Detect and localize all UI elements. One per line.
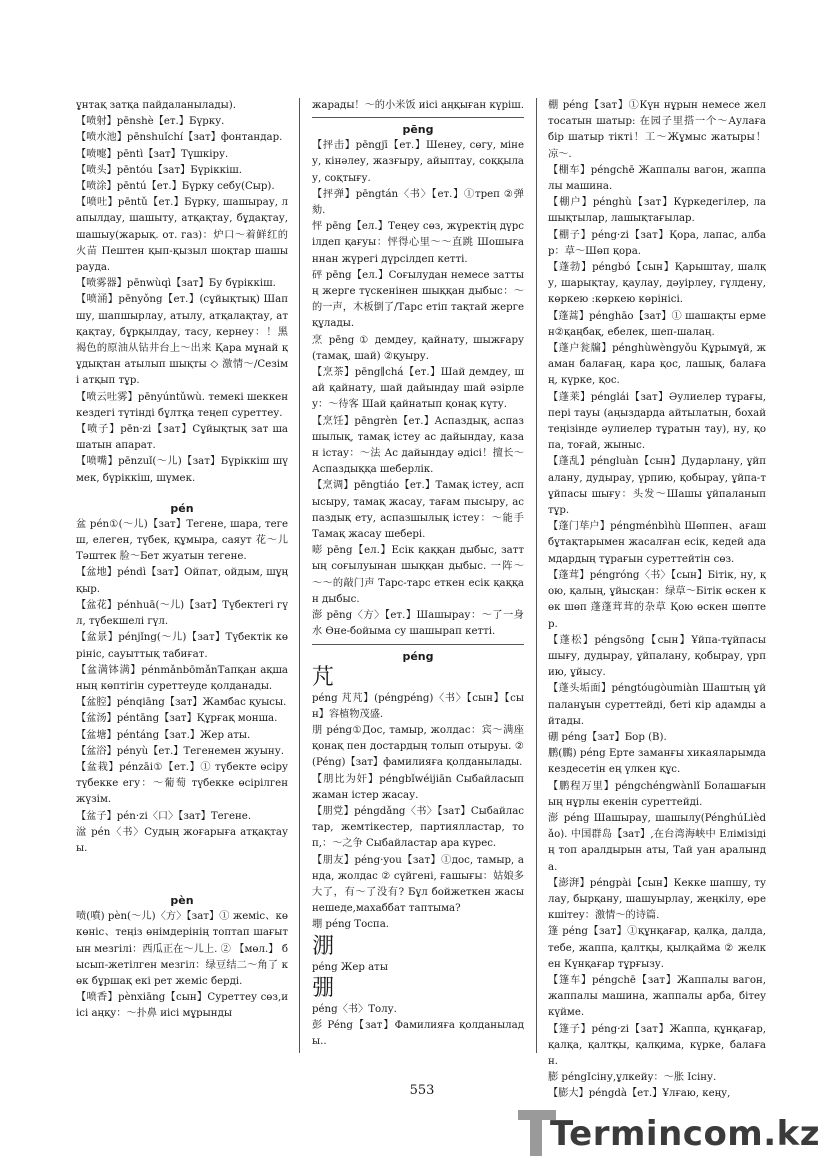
dictionary-entry: 【喷头】pēntóu【зат】Бүріккіш. [76, 164, 243, 176]
dictionary-entry: péng 芃芃】(péngpéng)〈书〉【сын】【сын】容植物茂盛. [312, 692, 524, 720]
section-rule [312, 644, 524, 645]
syllable-heading: pèn [170, 894, 194, 908]
dictionary-entry: 【盆满钵满】pénmǎnbōmǎnТапқан ақшаның көптігін суреттеуде қолданады. [76, 664, 288, 692]
dictionary-entry: 【喷雾器】pēnwùqì【зат】Бу бүріккіш. [76, 278, 276, 290]
dictionary-entry: 【盆栽】pénzāi①【ет.】① түбекте өсіру түбекке егу：～葡萄 түбекке өсірілген жүзім. [76, 761, 288, 806]
dictionary-entry: 【蓬松】péngsōng【сын】Ұйпа-тұйпасы шығу, дудырау, ұйпалану, қобырау, үрпию, ұйысу. [548, 634, 766, 679]
dictionary-entry: 烹 pēng ① демдеу, қайнату, шыжғару (тамақ, шай) ②қуыру. [312, 334, 524, 362]
dictionary-entry: 【棚户】pénghù【зат】Күркедегілер, лашықтылар, лашықтағылар. [548, 197, 766, 225]
dictionary-entry: 【朋友】péng·you【зат】①дос, тамыр, анда, жолдас ② сүйгені, ғашығы：姑娘多大了，有～了没有? Бұл бойжеткен жасы нешеде,махаббат таптыма? [312, 854, 524, 915]
site-logo [516, 1104, 821, 1164]
dictionary-entry: 【蓬乱】péngluàn【сын】Дударлану, ұйпалану, дудырау, үрпию, қобырау, ұйпа-тұйпасы шығу：头发～Шашы ұйпаланып тұр. [548, 456, 766, 517]
dictionary-entry: péng Жер аты [312, 961, 388, 973]
dictionary-entry: ұнтақ затқа пайдаланылады). [76, 100, 237, 111]
dictionary-entry: 【蓬茸】péngróng〈书〉【сын】Бітік, ну, қою, қалың, ұйысқан：绿草～Бітік өскен көк шөп 蓬蓬茸茸的杂草 Қою өскен шөптер. [548, 569, 766, 630]
dictionary-entry: 【喷子】pēn·zi【зат】Сұйықтық зат шашатын апарат. [76, 424, 288, 452]
dictionary-entry: 篷 péng【зат】①құнқағар, қалқа, далда, тебе, жаппа, қалтқы, қылқайма ② желкен Күнқағар тұрғызу. [548, 926, 766, 970]
dictionary-entry: 【盆腔】pénqiāng【зат】Жамбас қуысы. [76, 697, 287, 709]
dictionary-entry: 【喷吐】pēntǔ【ет.】Бүрку, шашырау, лапылдау, шашыту, атқақтау, бұдақтау, шашыу(жарық. от. газ)：炉口～着鲜红的火苗 Пештен қып-қызыл шоқтар шашырауда. [76, 197, 288, 274]
dictionary-entry: péng〈书〉Толу. [312, 1003, 397, 1015]
dictionary-entry: 【喷嘴】pēnzuǐ(～儿)【зат】Бүріккіш шүмек, бүріккіш, шүмек. [76, 456, 288, 484]
syllable-heading: pén [170, 501, 194, 515]
dictionary-entry: 棚 péng【зат】①Күн нұрын немесе жел тосатын шатыр: 在园子里搭一个～Аулаға бір шатыр тікті！工～Жұмыс жатыры！凉～. [548, 100, 766, 160]
dictionary-entry: 【喷射】pēnshè【ет.】Бүрку. [76, 116, 225, 128]
dictionary-entry: 【喷水池】pēnshuǐchí【зат】фонтандар. [76, 132, 283, 144]
dictionary-entry: 【烹茶】pēng∥chá【ет.】Шай демдеу, шай қайнату, шай дайындау шай әзірлеу：～待客 Шай қайнатып қонақ күту. [312, 367, 524, 411]
headword-character: 芃 [312, 664, 335, 690]
dictionary-entry: 【盆浴】pényù【ет.】Тегенемен жуыну. [76, 745, 284, 757]
dictionary-entry: 【朋比为奸】péngbǐwéijiān Сыбайласып жаман істер жасау. [312, 773, 524, 801]
dictionary-entry: 盆 pén①(～儿)【зат】Тегене, шара, тегеш, елеген, түбек, құмыра, саяут 花～儿 Тәштек 脸～Бет жуатын тегене. [76, 518, 288, 563]
dictionary-entry: 【棚子】péng·zi【зат】Қора, лапас, албар：草～Шөп қора. [548, 229, 766, 257]
syllable-heading: péng [402, 649, 434, 663]
dictionary-entry: 【棚车】péngchē Жаппалы вагон, жаппалы машина. [548, 164, 766, 193]
dictionary-entry: 鹏(鵬) péng Ерте заманғы хикаяларымда кездесетін ең үлкен құс. [548, 748, 766, 776]
dictionary-entry: 【鹏程万里】péngchéngwànlǐ Болашағының нұрлы екенін суреттейді. [548, 780, 766, 808]
dictionary-entry: 朋 péng①Дос, тамыр, жолдас：宾～满座 қонақ пен достардың толып отыруы. ② (Péng)【зат】фамилияға қолданылады. [312, 724, 524, 769]
dictionary-entry: 堋 péng Тоспа. [312, 919, 390, 931]
dictionary-entry: 硼 péng【зат】Бор (B). [548, 731, 667, 743]
dictionary-column-2 [312, 98, 524, 1050]
dictionary-entry: 【蓬门荜户】péngménbìhù Шөппен、ағашбұтақтарымен жасалған есік, кедей адамдардың тұрағын суреттейтін сөз. [548, 521, 766, 565]
dictionary-entry: 【喷云吐雾】pēnyúntǔwù. темекі шеккен кездегі түтінді бұлтқа теңеп суреттеу. [76, 391, 288, 419]
dictionary-entry: 【喷香】pènxiāng【сын】Суреттеу сөз,иісі аңқу：～扑鼻 иісі мұрынды [76, 992, 288, 1020]
dictionary-entry: 膨 péngІсіну,ұлкейу：～胀 Ісіну. [548, 1072, 717, 1084]
column-spacer [76, 487, 288, 501]
dictionary-entry: 【抨弹】pēngtán〈书〉【ет.】①треп ②弹劾. [312, 188, 524, 217]
dictionary-entry: 【盆汤】péntāng【зат】Құрғақ монша. [76, 713, 278, 725]
dictionary-entry: 【喷涂】pēntú【ет.】Бүрку себу(Сыр). [76, 181, 275, 193]
syllable-heading: pēng [402, 123, 434, 137]
dictionary-entry: 【烹调】pēngtiáo【ет.】Тамақ істеу, аспысыру, тамақ жасау, тағам пысыру, аспаздық ету, аспазшылық істеу：～能手 Тамақ жасау шебері. [312, 480, 524, 541]
dictionary-entry: 【朋党】péngdǎng〈书〉【зат】Сыбайластар, жемтікестер, партиялластар, топ,：～之争 Сыбайластар ара күрес. [312, 805, 524, 850]
dictionary-entry: 【篷子】péng·zi【зат】Жаппа, құнқағар, қалқа, қалтқы, қалқима, күрке, балаған. [548, 1023, 766, 1067]
dictionary-entry: 【盆塘】péntáng【зат.】Жер аты. [76, 729, 251, 741]
headword-character: 淜 [312, 933, 335, 959]
dictionary-entry: 砰 pēng【ел.】Соғылудан немесе заттың жерге түскенінен шыққан дыбыс：～的一声，木板倒了/Тарс етіп тақтай жерге құлады. [312, 269, 524, 330]
dictionary-entry: 【澎湃】péngpài【сын】Кекке шапшу, тулау, бырқану, шашуырлау, жеңкілу, өрекшітеу：激情～的诗篇. [548, 877, 766, 922]
dictionary-entry: 【盆花】pénhuā(～儿)【зат】Түбектегі гүл, түбекшелі гүл. [76, 599, 288, 628]
dictionary-column-1 [76, 98, 288, 1023]
column-divider-right [536, 98, 537, 1053]
column-spacer [76, 857, 288, 893]
dictionary-entry: 【烹饪】pēngrèn【ет.】Аспаздық, аспазшылық, тамақ істеу ас дайындау, казан істау：～法 Ас дайындау әдісі！擅长～Аспаздыққа шеберлік. [312, 415, 524, 476]
dictionary-entry: 【膨大】péngdà【ет.】Ұлғаю, кеңу, [548, 1088, 731, 1100]
dictionary-entry: 湓 pén〈书〉Судың жоғарыға атқақтауы. [76, 826, 288, 854]
dictionary-entry: 彭 Péng【зат】Фамилияға қолданылады.. [312, 1019, 524, 1048]
dictionary-entry: 【盆子】pén·zi〈口〉【зат】Тегене. [76, 810, 252, 822]
dictionary-entry: 【喷涌】pēnyǒng【ет.】(сұйықтық) Шапшу, шапшырлау, атылу, атқалақтау, атқақтау, бұрқылдау, тасу, кернеу：！黑褐色的原油从钻井台上～出来 Қара мұнай құдықтан атылып шықты ◇ 激情～/Сезімі атқып тұр. [76, 294, 288, 387]
dictionary-entry: 【蓬头垢面】péngtóugòumiàn Шаштың ұйпаланұын суреттейді, беті кір адамды айтады. [548, 683, 766, 727]
dictionary-entry: 嘭 pēng【ел.】Есік қаққан дыбыс, заттың соғылуынан шыққан дыбыс. 一阵～～～的敲门声 Тарс-тарс еткен есік қаққан дыбыс. [312, 545, 524, 605]
dictionary-entry: 【蓬户瓮牖】pénghùwèngyǒu Құрымұй, жаман балағаң, кара қос, лашық, балағаң, күрке, қос. [548, 343, 766, 387]
logo-text: Termincom.kz [550, 1114, 821, 1154]
dictionary-entry: жарады！～的小米饭 иісі аңқыған күріш. [312, 100, 524, 111]
dictionary-entry: 【篷车】péngchē【зат】Жаппалы вагон, жаппалы машина, жаппалы арба, бітеу күйме. [548, 974, 766, 1019]
dictionary-entry: 澎 pēng〈方〉【ет.】Шашырау：～了一身水 Өне-бойыма су шашырап кетті. [312, 610, 524, 638]
dictionary-entry: 【盆地】péndì【зат】Ойпат, ойдым, шұңқыр. [76, 567, 288, 595]
headword-character: 弸 [312, 975, 335, 1001]
section-rule [312, 117, 524, 118]
page-number: 553 [409, 1083, 435, 1098]
dictionary-entry: 喷(噴) pèn(～儿)〈方〉【зат】① жеміс、көкөніс、теңіз өнімдерінің топтап шағытын мезгілі：西瓜正在～儿上. ② 【мөл.】 бысып-жетілген мезгіл：绿豆结二～角了 көк бұршақ екі рет жеміс берді. [76, 911, 288, 987]
dictionary-entry: 【蓬莱】pénglái【зат】Әулиелер тұрағы, пері тауы (аңыздарда айтылатын, бохай теңізінде әулиелер тұратын тау), ну, қопа, тоғай, жыныс. [548, 391, 766, 452]
dictionary-entry: 【蓬蒿】pénghāo【зат】① шашақты ермен②қаңбақ, ебелек, шеп-шалаң. [548, 310, 766, 338]
dictionary-entry: 【盆景】pénjǐng(～儿)【зат】Түбектік көрініс, сауыттық табиғат. [76, 632, 288, 660]
dictionary-column-3 [548, 98, 766, 1103]
dictionary-entry: 澎 péng Шашырау, шашылу(PénghúLièdǎo). 中国群岛【зат】,在台湾海峡中 Елімізідің топ аралдырын аты, Тай уан аралында. [548, 812, 766, 873]
dictionary-entry: 【蓬勃】péngbó【сын】Қарыштау, шалқу, шарықтау, қаулау, дәуірлеу, гүлдену, көркею :көркею көрінісі. [548, 262, 766, 306]
dictionary-entry: 怦 pēng【ел.】Теңеу сөз, жүректің дүрсілдеп қағуы：怦得心里～～直跳 Шошығаннан жүрегі дүрсілдеп кетті. [312, 221, 524, 265]
dictionary-entry: 【抨击】pēngjī【ет.】Шенеу, сөгу, мінеу, кінәлеу, жазғыру, айыптау, соққылау, соқтығу. [312, 140, 524, 184]
column-divider-left [299, 98, 300, 1053]
dictionary-entry: 【喷嚏】pēntì【зат】Түшкіру. [76, 148, 229, 160]
